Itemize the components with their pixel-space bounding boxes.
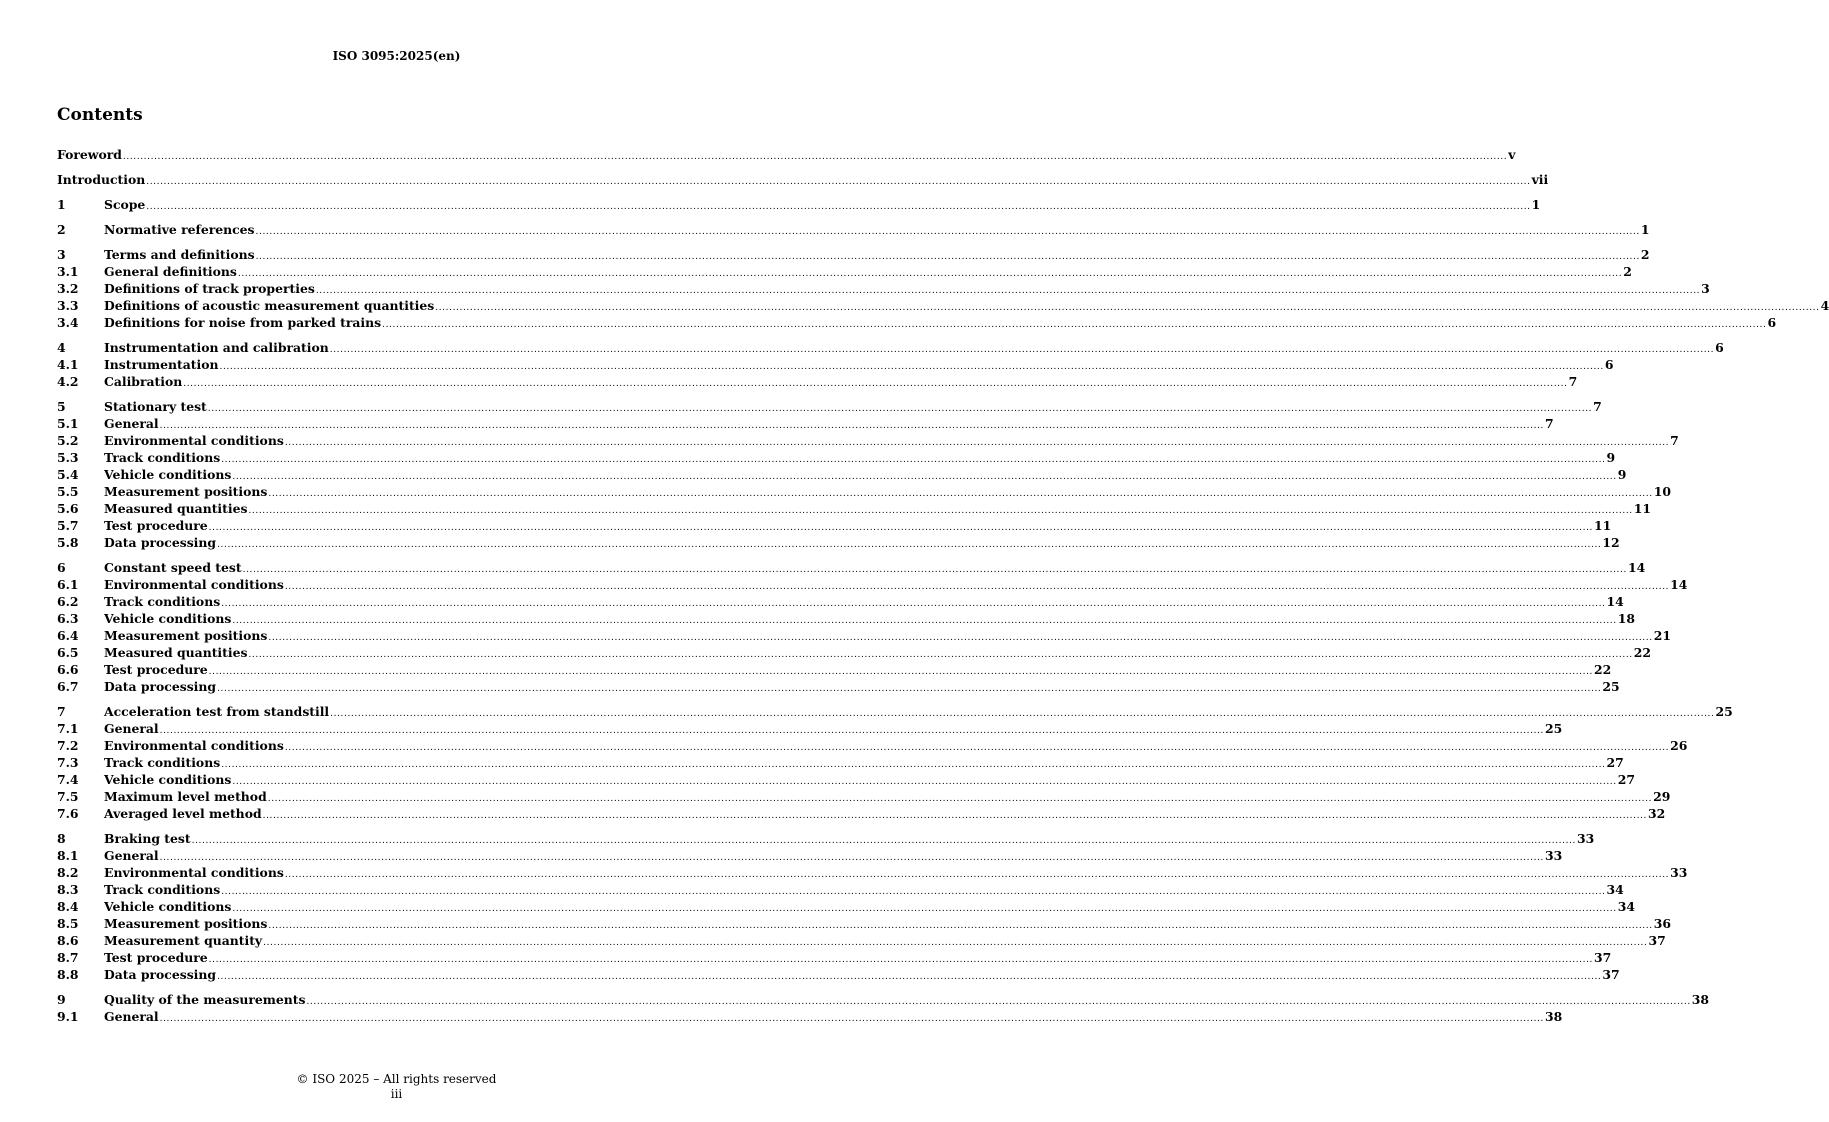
toc-entry-number: 5.4 [57, 467, 79, 482]
toc-entry-page: 7 [1593, 399, 1602, 414]
toc-entry-number: 4.1 [57, 357, 79, 372]
toc-entry-number: 5.2 [57, 433, 79, 448]
toc-entry-title: Track conditions [104, 755, 221, 770]
toc-entry-title: Definitions of acoustic measurement quantities [104, 298, 435, 313]
toc-entry[interactable] [57, 314, 1777, 331]
toc-entry-title: Averaged level method [104, 806, 262, 821]
dot-leader: ................................................................................................................................................................................................................................................................................................................................................................................................................ [248, 650, 1633, 660]
dot-leader: ................................................................................................................................................................................................................................................................................................................................................................................................................ [221, 887, 1606, 897]
toc-entry-title: General [104, 848, 159, 863]
toc-entry-title: General [104, 1009, 159, 1024]
copyright-footer: © ISO 2025 – All rights reserved [296, 1072, 497, 1086]
toc-entry-title: Calibration [104, 374, 183, 389]
dot-leader: ................................................................................................................................................................................................................................................................................................................................................................................................................ [242, 565, 1627, 575]
dot-leader: ................................................................................................................................................................................................................................................................................................................................................................................................................ [183, 379, 1568, 389]
dot-leader: ................................................................................................................................................................................................................................................................................................................................................................................................................ [435, 303, 1820, 313]
dot-leader: ................................................................................................................................................................................................................................................................................................................................................................................................................ [248, 506, 1633, 516]
dot-leader: ................................................................................................................................................................................................................................................................................................................................................................................................................ [208, 955, 1594, 965]
toc-entry[interactable] [57, 297, 1829, 314]
toc-entry[interactable] [57, 661, 1612, 678]
toc-entry-page: 6 [1604, 357, 1614, 372]
dot-leader: ................................................................................................................................................................................................................................................................................................................................................................................................................ [232, 904, 1617, 914]
toc-entry-number: 2 [57, 222, 66, 237]
dot-leader: ................................................................................................................................................................................................................................................................................................................................................................................................................ [208, 667, 1594, 677]
toc-entry-number: 5.8 [57, 535, 79, 550]
toc-entry-title: Vehicle conditions [104, 772, 232, 787]
toc-entry-page: 10 [1653, 484, 1671, 499]
toc-entry-number: 6.2 [57, 594, 79, 609]
toc-entry-title: Constant speed test [104, 560, 242, 575]
toc-entry-title: Normative references [104, 222, 255, 237]
toc-entry-title: Acceleration test from standstill [104, 704, 330, 719]
dot-leader: ................................................................................................................................................................................................................................................................................................................................................................................................................ [122, 152, 1508, 162]
toc-entry-number: 8.8 [57, 967, 79, 982]
toc-entry-page: 25 [1602, 679, 1620, 694]
toc-entry-page: 6 [1767, 315, 1777, 330]
toc-entry-page: 22 [1633, 645, 1652, 660]
toc-entry-title: Measurement positions [104, 916, 268, 931]
toc-entry[interactable] [57, 171, 1549, 188]
dot-leader: ................................................................................................................................................................................................................................................................................................................................................................................................................ [284, 870, 1670, 880]
toc-entry[interactable] [57, 263, 1632, 280]
dot-leader: ................................................................................................................................................................................................................................................................................................................................................................................................................ [208, 523, 1594, 533]
toc-entry[interactable] [57, 864, 1688, 881]
toc-entry-page: 18 [1617, 611, 1635, 626]
toc-entry-number: 5.6 [57, 501, 79, 516]
toc-entry-number: 9 [57, 992, 66, 1007]
toc-entry[interactable] [57, 737, 1688, 754]
dot-leader: ................................................................................................................................................................................................................................................................................................................................................................................................................ [237, 269, 1623, 279]
toc-entry-number: 6.6 [57, 662, 79, 677]
toc-entry-page: 9 [1606, 450, 1616, 465]
toc-entry-page: 36 [1653, 916, 1671, 931]
dot-leader: ................................................................................................................................................................................................................................................................................................................................................................................................................ [267, 794, 1653, 804]
toc-entry[interactable] [57, 932, 1666, 949]
toc-entry-page: 37 [1648, 933, 1666, 948]
toc-entry-page: 6 [1715, 340, 1724, 355]
toc-entry[interactable] [57, 644, 1652, 661]
toc-entry-title: Scope [104, 197, 146, 212]
toc-entry-number: 5.7 [57, 518, 79, 533]
toc-entry[interactable] [57, 915, 1671, 932]
toc-entry-page: 4 [1820, 298, 1829, 313]
toc-entry-title: Data processing [104, 679, 217, 694]
toc-entry[interactable] [57, 466, 1627, 483]
toc-entry-page: 7 [1568, 374, 1578, 389]
toc-entry-page: 26 [1670, 738, 1688, 753]
toc-entry-page: 37 [1602, 967, 1620, 982]
toc-entry-number: 6 [57, 560, 66, 575]
toc-entry[interactable] [57, 881, 1624, 898]
toc-entry[interactable] [57, 356, 1614, 373]
toc-entry-page: 33 [1576, 831, 1595, 846]
toc-entry[interactable] [57, 1008, 1563, 1025]
dot-leader: ................................................................................................................................................................................................................................................................................................................................................................................................................ [382, 320, 1767, 330]
toc-entry-page: 7 [1670, 433, 1679, 448]
toc-entry[interactable] [57, 771, 1635, 788]
toc-entry-number: 4.2 [57, 374, 79, 389]
toc-entry-page: 33 [1670, 865, 1688, 880]
toc-entry-number: 7.4 [57, 772, 79, 787]
toc-entry-title: Terms and definitions [104, 247, 255, 262]
toc-entry-title: Track conditions [104, 594, 221, 609]
toc-entry-page: 12 [1602, 535, 1620, 550]
toc-entry-number: 6.1 [57, 577, 79, 592]
toc-entry[interactable] [57, 221, 1650, 238]
toc-entry-number: 7.5 [57, 789, 79, 804]
toc-entry-page: 25 [1544, 721, 1563, 736]
dot-leader: ................................................................................................................................................................................................................................................................................................................................................................................................................ [146, 177, 1531, 187]
toc-entry[interactable] [57, 898, 1635, 915]
dot-leader: ................................................................................................................................................................................................................................................................................................................................................................................................................ [207, 404, 1593, 414]
toc-entry-title: Test procedure [104, 518, 208, 533]
dot-leader: ................................................................................................................................................................................................................................................................................................................................................................................................................ [146, 202, 1531, 212]
toc-entry-page: 38 [1691, 992, 1710, 1007]
toc-entry-title: Environmental conditions [104, 577, 284, 592]
toc-entry-number: 8 [57, 831, 66, 846]
toc-entry[interactable] [57, 610, 1635, 627]
dot-leader: ................................................................................................................................................................................................................................................................................................................................................................................................................ [268, 921, 1653, 931]
dot-leader: ................................................................................................................................................................................................................................................................................................................................................................................................................ [219, 362, 1604, 372]
dot-leader: ................................................................................................................................................................................................................................................................................................................................................................................................................ [159, 421, 1544, 431]
toc-entry-page: 1 [1640, 222, 1650, 237]
toc-entry[interactable] [57, 788, 1671, 805]
toc-entry[interactable] [57, 196, 1541, 213]
toc-entry-title: Vehicle conditions [104, 467, 232, 482]
dot-leader: ................................................................................................................................................................................................................................................................................................................................................................................................................ [330, 709, 1715, 719]
dot-leader: ................................................................................................................................................................................................................................................................................................................................................................................................................ [284, 438, 1670, 448]
toc-entry-number: 8.5 [57, 916, 79, 931]
dot-leader: ................................................................................................................................................................................................................................................................................................................................................................................................................ [284, 582, 1670, 592]
toc-entry-title: General [104, 416, 159, 431]
toc-entry-page: 33 [1544, 848, 1563, 863]
dot-leader: ................................................................................................................................................................................................................................................................................................................................................................................................................ [217, 540, 1602, 550]
dot-leader: ................................................................................................................................................................................................................................................................................................................................................................................................................ [268, 489, 1653, 499]
toc-entry[interactable] [57, 415, 1554, 432]
toc-entry-number: 8.4 [57, 899, 79, 914]
dot-leader: ................................................................................................................................................................................................................................................................................................................................................................................................................ [159, 1014, 1544, 1024]
page-title: Contents [57, 105, 143, 125]
toc-entry-page: 32 [1647, 806, 1666, 821]
toc-entry-number: 7.6 [57, 806, 79, 821]
dot-leader: ................................................................................................................................................................................................................................................................................................................................................................................................................ [262, 811, 1647, 821]
toc-entry-number: 3.1 [57, 264, 79, 279]
toc-entry-number: 5.3 [57, 450, 79, 465]
toc-entry-page: 21 [1653, 628, 1671, 643]
toc-entry[interactable] [57, 246, 1650, 263]
dot-leader: ................................................................................................................................................................................................................................................................................................................................................................................................................ [221, 455, 1606, 465]
toc-entry[interactable] [57, 966, 1620, 983]
toc-entry-title: Measured quantities [104, 501, 248, 516]
toc-entry[interactable] [57, 517, 1612, 534]
dot-leader: ................................................................................................................................................................................................................................................................................................................................................................................................................ [217, 684, 1602, 694]
toc-entry-title: Instrumentation and calibration [104, 340, 329, 355]
toc-entry-number: 3.4 [57, 315, 79, 330]
table-of-contents [57, 146, 1829, 1025]
toc-entry-title: General definitions [104, 264, 237, 279]
dot-leader: ................................................................................................................................................................................................................................................................................................................................................................................................................ [284, 743, 1670, 753]
dot-leader: ................................................................................................................................................................................................................................................................................................................................................................................................................ [191, 836, 1576, 846]
toc-entry-title: Foreword [57, 147, 122, 162]
toc-entry-number: 8.3 [57, 882, 79, 897]
toc-entry[interactable] [57, 559, 1646, 576]
toc-entry-page: 1 [1531, 197, 1541, 212]
toc-entry-title: Data processing [104, 967, 217, 982]
toc-entry[interactable] [57, 678, 1620, 695]
toc-entry[interactable] [57, 949, 1612, 966]
dot-leader: ................................................................................................................................................................................................................................................................................................................................................................................................................ [232, 777, 1617, 787]
toc-entry-title: Measured quantities [104, 645, 248, 660]
toc-entry-title: Measurement positions [104, 484, 268, 499]
toc-entry-number: 6.4 [57, 628, 79, 643]
toc-entry-title: Environmental conditions [104, 738, 284, 753]
toc-entry-title: Test procedure [104, 950, 208, 965]
toc-entry-page: 2 [1640, 247, 1650, 262]
toc-entry-number: 3 [57, 247, 66, 262]
dot-leader: ................................................................................................................................................................................................................................................................................................................................................................................................................ [159, 853, 1544, 863]
toc-entry-title: Measurement quantity [104, 933, 263, 948]
toc-entry-page: 11 [1594, 518, 1612, 533]
toc-entry[interactable] [57, 830, 1595, 847]
document-header: ISO 3095:2025(en) [332, 49, 461, 63]
dot-leader: ................................................................................................................................................................................................................................................................................................................................................................................................................ [221, 599, 1606, 609]
dot-leader: ................................................................................................................................................................................................................................................................................................................................................................................................................ [329, 345, 1715, 355]
toc-entry[interactable] [57, 500, 1652, 517]
toc-entry-title: Braking test [104, 831, 191, 846]
toc-entry-number: 7.3 [57, 755, 79, 770]
toc-entry[interactable] [57, 593, 1624, 610]
toc-entry[interactable] [57, 627, 1671, 644]
toc-entry-number: 5 [57, 399, 66, 414]
dot-leader: ................................................................................................................................................................................................................................................................................................................................................................................................................ [255, 252, 1640, 262]
dot-leader: ................................................................................................................................................................................................................................................................................................................................................................................................................ [221, 760, 1606, 770]
toc-entry-page: 27 [1617, 772, 1635, 787]
toc-entry[interactable] [57, 432, 1679, 449]
dot-leader: ................................................................................................................................................................................................................................................................................................................................................................................................................ [255, 227, 1640, 237]
dot-leader: ................................................................................................................................................................................................................................................................................................................................................................................................................ [315, 286, 1701, 296]
toc-entry-number: 8.2 [57, 865, 79, 880]
toc-entry[interactable] [57, 398, 1602, 415]
toc-entry-number: 7.2 [57, 738, 79, 753]
toc-entry-page: 11 [1633, 501, 1652, 516]
dot-leader: ................................................................................................................................................................................................................................................................................................................................................................................................................ [159, 726, 1544, 736]
toc-entry[interactable] [57, 449, 1616, 466]
toc-entry[interactable] [57, 576, 1688, 593]
toc-entry-title: Vehicle conditions [104, 611, 232, 626]
toc-entry[interactable] [57, 146, 1516, 163]
toc-entry-title: Vehicle conditions [104, 899, 232, 914]
toc-entry-title: Definitions for noise from parked trains [104, 315, 382, 330]
toc-entry-number: 1 [57, 197, 66, 212]
toc-entry-number: 3.2 [57, 281, 79, 296]
toc-entry-number: 9.1 [57, 1009, 79, 1024]
toc-entry-number: 4 [57, 340, 66, 355]
toc-entry-number: 8.7 [57, 950, 79, 965]
toc-entry-page: 34 [1606, 882, 1624, 897]
toc-entry-page: 37 [1594, 950, 1612, 965]
toc-entry-page: 3 [1701, 281, 1710, 296]
toc-entry[interactable] [57, 280, 1710, 297]
dot-leader: ................................................................................................................................................................................................................................................................................................................................................................................................................ [217, 972, 1602, 982]
toc-entry-number: 8.1 [57, 848, 79, 863]
toc-entry[interactable] [57, 483, 1671, 500]
toc-entry[interactable] [57, 373, 1578, 390]
toc-entry-page: 14 [1606, 594, 1624, 609]
toc-entry[interactable] [57, 703, 1733, 720]
toc-entry-page: v [1508, 147, 1516, 162]
toc-entry-number: 6.3 [57, 611, 79, 626]
dot-leader: ................................................................................................................................................................................................................................................................................................................................................................................................................ [268, 633, 1653, 643]
page-number: iii [390, 1087, 403, 1101]
toc-entry[interactable] [57, 754, 1624, 771]
toc-entry-number: 7 [57, 704, 66, 719]
toc-entry-page: 34 [1617, 899, 1635, 914]
toc-entry[interactable] [57, 805, 1666, 822]
toc-entry-page: 7 [1544, 416, 1554, 431]
toc-entry-page: 22 [1594, 662, 1612, 677]
dot-leader: ................................................................................................................................................................................................................................................................................................................................................................................................................ [232, 472, 1617, 482]
toc-entry-title: Data processing [104, 535, 217, 550]
toc-entry-title: Environmental conditions [104, 433, 284, 448]
toc-entry-page: 14 [1627, 560, 1646, 575]
toc-entry[interactable] [57, 720, 1563, 737]
toc-entry-page: 2 [1623, 264, 1632, 279]
toc-entry-page: vii [1531, 172, 1549, 187]
toc-entry-number: 6.5 [57, 645, 79, 660]
toc-entry[interactable] [57, 847, 1563, 864]
toc-entry-title: General [104, 721, 159, 736]
toc-entry-title: Test procedure [104, 662, 208, 677]
toc-entry[interactable] [57, 991, 1710, 1008]
toc-entry-page: 29 [1653, 789, 1671, 804]
toc-entry-page: 9 [1617, 467, 1627, 482]
toc-entry-number: 8.6 [57, 933, 79, 948]
toc-entry-title: Environmental conditions [104, 865, 284, 880]
toc-entry-title: Stationary test [104, 399, 207, 414]
toc-entry[interactable] [57, 534, 1620, 551]
toc-entry-title: Track conditions [104, 450, 221, 465]
toc-entry-page: 27 [1606, 755, 1624, 770]
toc-entry-number: 3.3 [57, 298, 79, 313]
toc-entry-title: Definitions of track properties [104, 281, 315, 296]
toc-entry-title: Introduction [57, 172, 146, 187]
toc-entry[interactable] [57, 339, 1724, 356]
toc-entry-title: Track conditions [104, 882, 221, 897]
toc-entry-title: Instrumentation [104, 357, 219, 372]
toc-entry-number: 5.1 [57, 416, 79, 431]
dot-leader: ................................................................................................................................................................................................................................................................................................................................................................................................................ [306, 997, 1691, 1007]
toc-entry-title: Quality of the measurements [104, 992, 306, 1007]
toc-entry-page: 25 [1715, 704, 1733, 719]
toc-entry-number: 7.1 [57, 721, 79, 736]
toc-entry-number: 6.7 [57, 679, 79, 694]
toc-entry-title: Measurement positions [104, 628, 268, 643]
dot-leader: ................................................................................................................................................................................................................................................................................................................................................................................................................ [263, 938, 1648, 948]
toc-entry-page: 14 [1670, 577, 1688, 592]
toc-entry-page: 38 [1544, 1009, 1563, 1024]
toc-entry-title: Maximum level method [104, 789, 267, 804]
dot-leader: ................................................................................................................................................................................................................................................................................................................................................................................................................ [232, 616, 1617, 626]
toc-entry-number: 5.5 [57, 484, 79, 499]
